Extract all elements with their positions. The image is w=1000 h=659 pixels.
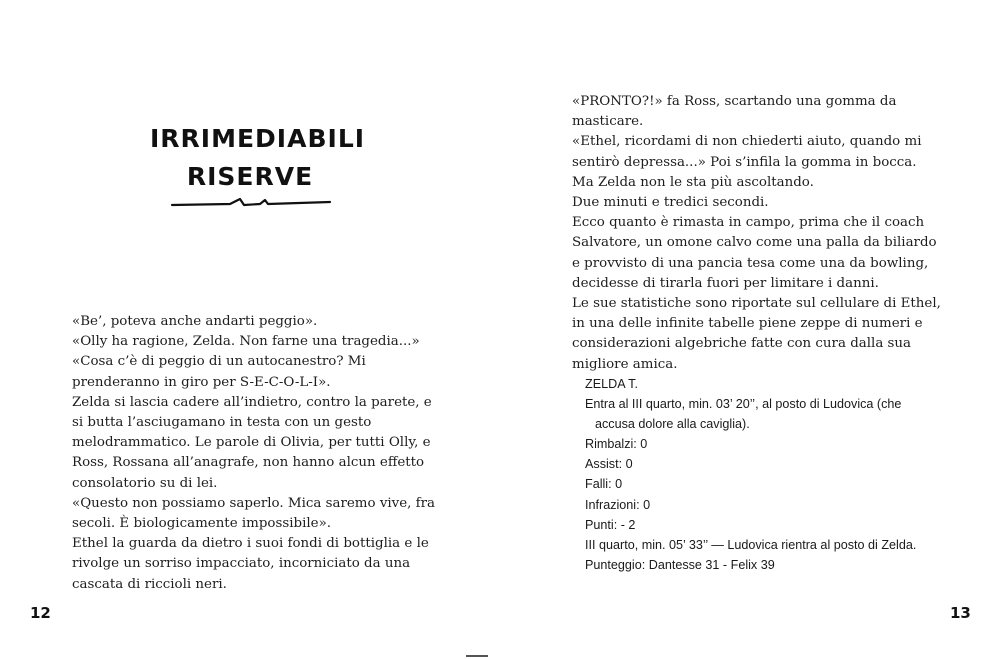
right-page [500,0,1000,659]
chapter-title [150,120,366,196]
stats-fouls: Falli: 0 [585,477,623,492]
stats-player: ZELDA T. [585,377,638,391]
paragraph: «Questo non possiamo saperlo. Mica saremo vive, fra secoli. È biologicamente impossibile». [72,495,436,532]
paragraph: Due minuti e tredici secondi. [572,195,769,211]
stats-rebounds: Rimbalzi: 0 [585,437,648,452]
stats-entry: Entra al III quarto, min. 03’ 20’’, al posto di Ludovica (che [585,397,902,412]
stats-assists: Assist: 0 [585,457,633,472]
paragraph: Ma Zelda non le sta più ascoltando. [572,174,814,190]
stats-score: Punteggio: Dantesse 31 - Felix 39 [585,557,775,572]
paragraph: Ecco quanto è rimasta in campo, prima che il coach Salvatore, un omone calvo come una palla da biliardo e provvisto di una pancia tesa come una da bowling, decidesse di tirarla fuori per limitare i danni. [572,215,937,291]
right-body-text [572,92,942,375]
chapter-title-line1: IRRIMEDIABILI [150,124,366,153]
left-body-text [72,312,437,595]
stats-box [585,374,955,575]
paragraph: Zelda si lascia cadere all’indietro, contro la parete, e si butta l’asciugamano in testa con un gesto melodrammatico. Le parole di Olivia, per tutti Olly, e Ross, Rossana all’anagrafe, non hanno alcun effetto consolatorio su di lei. [72,394,432,491]
paragraph: «Be’, poteva anche andarti peggio». [72,314,318,329]
paragraph: «Cosa c’è di peggio di un autocanestro? Mi prenderanno in giro per S-E-C-O-L-I». [72,354,366,390]
page-number: 12 [30,604,51,622]
paragraph: Ethel la guarda da dietro i suoi fondi di bottiglia e le rivolge un sorriso impacciato, incorniciato da una cascata di riccioli neri. [72,536,429,592]
paragraph: «Olly ha ragione, Zelda. Non farne una tragedia...» [72,334,420,350]
paragraph: Le sue statistiche sono riportate sul cellulare di Ethel, in una delle infinite tabelle piene zeppe di numeri e considerazioni algebriche fatte con cura dalla sua migliore amica. [572,296,941,372]
stats-infractions: Infrazioni: 0 [585,497,651,512]
paragraph: «PRONTO?!» fa Ross, scartando una gomma da masticare. [572,94,897,130]
page-number: 13 [950,604,971,622]
stats-entry-continued: accusa dolore alla caviglia). [595,417,750,432]
paragraph: «Ethel, ricordami di non chiederti aiuto, quando mi sentirò depressa...» Poi s’infila la gomma in bocca. [572,134,922,170]
spread-divider-mark [466,655,488,657]
stats-exit: III quarto, min. 05’ 33’’ — Ludovica rientra al posto di Zelda. [585,537,917,552]
stats-points: Punti: - 2 [585,517,636,532]
title-underline-decoration [170,196,332,210]
chapter-title-line2: RISERVE [186,162,314,191]
